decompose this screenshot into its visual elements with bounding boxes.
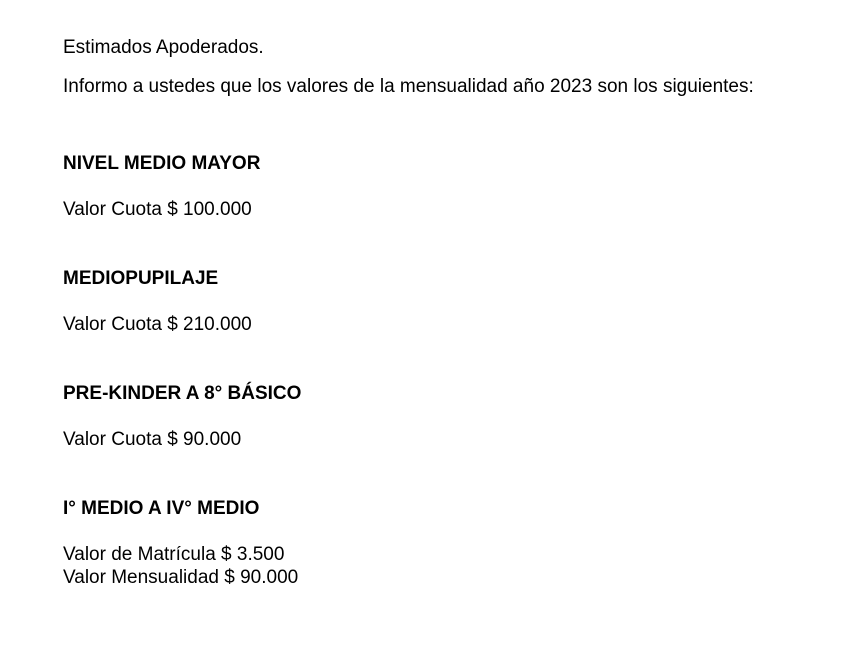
fee-line-mensualidad: Valor Mensualidad $ 90.000 [63, 567, 299, 588]
greeting-text: Estimados Apoderados. [63, 37, 264, 58]
section-heading-ensenanza-media: I° MEDIO A IV° MEDIO [63, 498, 260, 519]
document-body [63, 0, 833, 663]
section-heading-pre-kinder-basico: PRE-KINDER A 8° BÁSICO [63, 383, 302, 404]
fee-line-nivel-medio-mayor: Valor Cuota $ 100.000 [63, 199, 252, 220]
fee-line-mediopupilaje: Valor Cuota $ 210.000 [63, 314, 252, 335]
intro-text: Informo a ustedes que los valores de la mensualidad año 2023 son los siguientes: [63, 76, 754, 97]
section-heading-nivel-medio-mayor: NIVEL MEDIO MAYOR [63, 153, 261, 174]
fee-line-pre-kinder-basico: Valor Cuota $ 90.000 [63, 429, 242, 450]
fee-line-matricula: Valor de Matrícula $ 3.500 [63, 544, 285, 565]
section-heading-mediopupilaje: MEDIOPUPILAJE [63, 268, 219, 289]
